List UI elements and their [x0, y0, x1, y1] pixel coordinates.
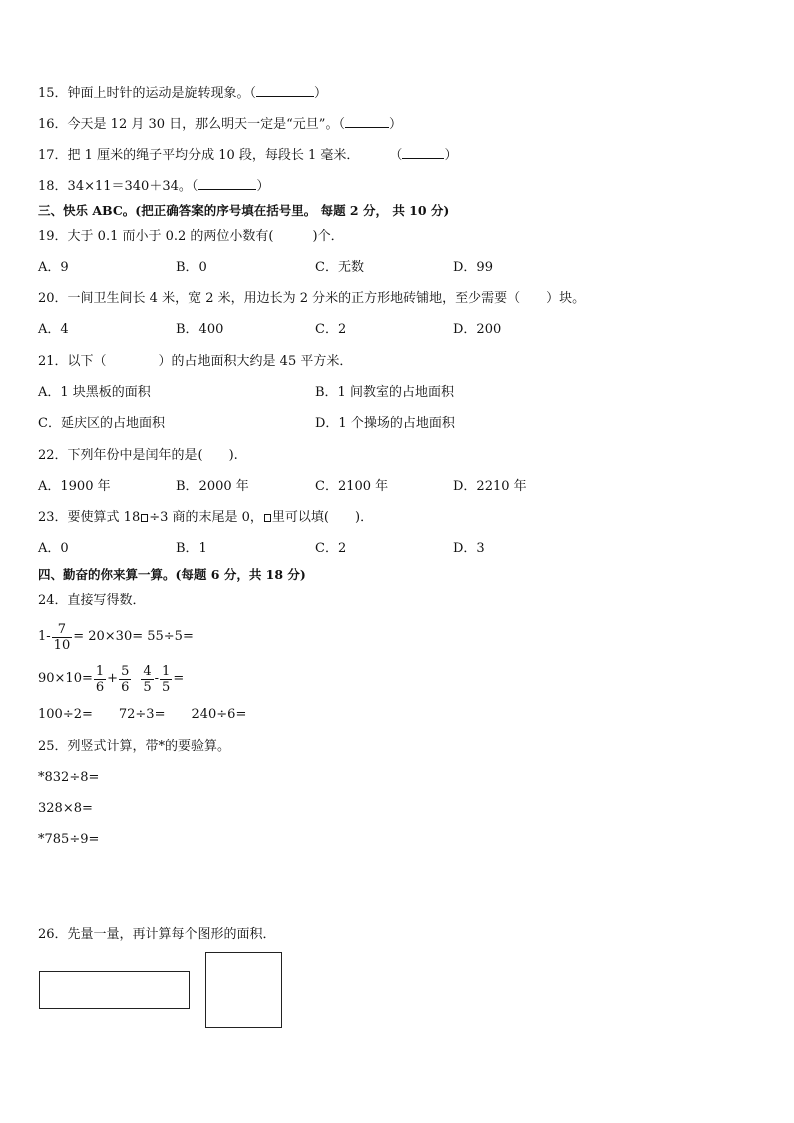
option-d[interactable]: D．1 个操场的占地面积 [315, 416, 455, 431]
option-c[interactable]: C．无数 [315, 260, 364, 275]
question-17-text: 17．把 1 厘米的绳子平均分成 10 段，每段长 1 毫米． [38, 148, 360, 163]
question-25-stem: 25．列竖式计算，带*的要验算。 [38, 739, 231, 754]
square-shape [205, 952, 282, 1028]
rectangle-shape [39, 971, 190, 1009]
question-21-stem: 21．以下（ ）的占地面积大约是 45 平方米． [38, 354, 353, 369]
section-4-title: 四、勤奋的你来算一算。(每题 6 分，共 18 分) [38, 567, 306, 582]
option-b[interactable]: B．1 [176, 541, 207, 556]
blank-box-icon [264, 514, 271, 522]
option-b[interactable]: B．0 [176, 260, 207, 275]
option-d[interactable]: D．200 [453, 322, 502, 337]
fraction: $\frac{4}{5}$ [143, 663, 152, 695]
calc-row-3: 100÷2= 72÷3= 240÷6= [38, 707, 247, 722]
calc-item: *785÷9= [38, 832, 100, 847]
option-b[interactable]: B．2000 年 [176, 479, 249, 494]
question-18: 18．34×11＝340＋34。（ ） [38, 179, 270, 194]
option-c[interactable]: C．延庆区的占地面积 [38, 416, 165, 431]
option-c[interactable]: C．2 [315, 322, 347, 337]
option-c[interactable]: C．2100 年 [315, 479, 389, 494]
question-23-stem: 23．要使算式 18 ÷3 商的末尾是 0， 里可以填( )． [38, 510, 374, 525]
option-a[interactable]: A．9 [38, 260, 69, 275]
option-d[interactable]: D．2210 年 [453, 479, 527, 494]
fraction: $\frac{1}{6}$ [95, 663, 105, 695]
option-a[interactable]: A．4 [38, 322, 69, 337]
option-c[interactable]: C．2 [315, 541, 347, 556]
question-18-text: 18．34×11＝340＋34。（ [38, 179, 199, 194]
fraction: $\frac{5}{6}$ [121, 663, 130, 695]
question-19-stem: 19．大于 0.1 而小于 0.2 的两位小数有( )个． [38, 229, 344, 244]
option-b[interactable]: B．1 间教室的占地面积 [315, 385, 454, 400]
calc-row-2: 90×10= $\frac{1}{6}$ + $\frac{5}{6}$ $\frac{4}{5}$ - $\frac{1}{5}$ = [38, 663, 185, 695]
question-24-stem: 24．直接写得数． [38, 593, 146, 608]
question-20-stem: 20．一间卫生间长 4 米，宽 2 米，用边长为 2 分米的正方形地砖铺地，至少需要（ ）块。 [38, 291, 586, 306]
option-d[interactable]: D．3 [453, 541, 485, 556]
calc-item: 328×8= [38, 801, 93, 816]
option-d[interactable]: D．99 [453, 260, 493, 275]
answer-blank[interactable] [402, 146, 444, 159]
calc-row-1: 1- $\frac{7}{10}$ = 20×30= 55÷5= [38, 621, 194, 653]
question-16-text: 16．今天是 12 月 30 日，那么明天一定是“元旦”。（ [38, 117, 345, 132]
question-15: 15．钟面上时针的运动是旋转现象。（ ） [38, 86, 328, 101]
option-a[interactable]: A．1900 年 [38, 479, 111, 494]
answer-blank[interactable] [198, 177, 256, 190]
question-17: 17．把 1 厘米的绳子平均分成 10 段，每段长 1 毫米． （ ） [38, 148, 458, 163]
section-3-title: 三、快乐 ABC。(把正确答案的序号填在括号里。 每题 2 分， 共 10 分) [38, 203, 450, 218]
answer-blank[interactable] [256, 84, 314, 97]
blank-box-icon [141, 514, 148, 522]
calc-item: *832÷8= [38, 770, 100, 785]
question-16: 16．今天是 12 月 30 日，那么明天一定是“元旦”。（ ） [38, 117, 402, 132]
option-a[interactable]: A．0 [38, 541, 69, 556]
fraction: $\frac{7}{10}$ [53, 621, 71, 653]
question-26-stem: 26．先量一量，再计算每个图形的面积． [38, 927, 276, 942]
question-15-text: 15．钟面上时针的运动是旋转现象。（ [38, 86, 257, 101]
question-22-stem: 22．下列年份中是闰年的是( ). [38, 448, 238, 463]
fraction: $\frac{1}{5}$ [162, 663, 171, 695]
answer-blank[interactable] [345, 115, 389, 128]
option-b[interactable]: B．400 [176, 322, 224, 337]
option-a[interactable]: A．1 块黑板的面积 [38, 385, 151, 400]
